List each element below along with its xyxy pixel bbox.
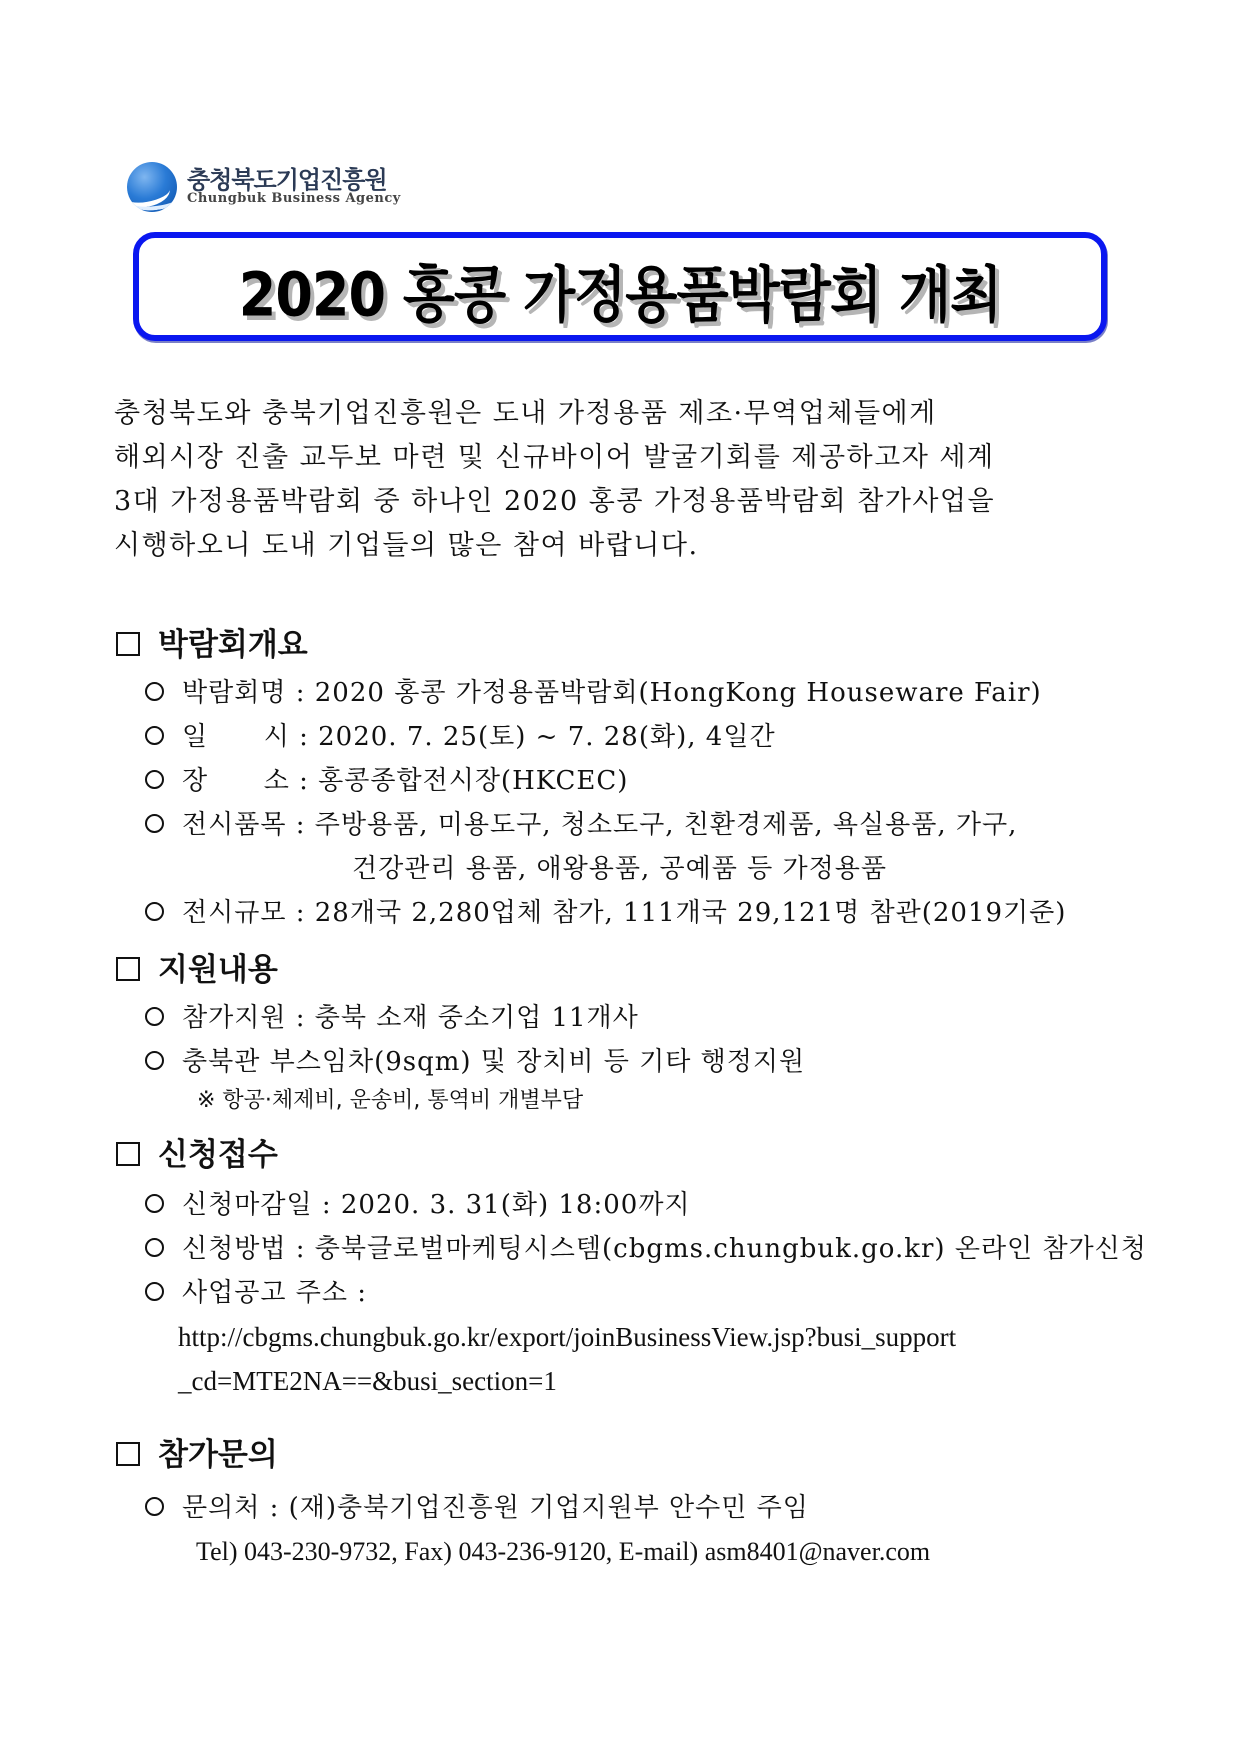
section-heading-inquiry xyxy=(116,1435,278,1475)
item-label: 전시규모 xyxy=(182,898,287,928)
item-text: 신청방법 : 충북글로벌마케팅시스템(cbgms.chungbuk.go.kr) 온라인 참가신청 xyxy=(182,1234,1147,1264)
logo-name-korean: 충청북도기업진흥원 xyxy=(187,166,387,194)
circle-bullet-icon xyxy=(145,902,164,921)
separator: : xyxy=(286,678,315,708)
circle-bullet-icon xyxy=(145,814,164,833)
announcement-url-line-1[interactable]: http://cbgms.chungbuk.go.kr/export/joinBusinessView.jsp?busi_support xyxy=(178,1322,957,1352)
separator: : xyxy=(289,766,319,796)
application-item-address xyxy=(145,1273,367,1313)
item-value: 28개국 2,280업체 참가, 111개국 29,121명 참관(2019기준) xyxy=(314,898,1067,928)
separator: : xyxy=(289,722,319,752)
inquiry-item-contact xyxy=(145,1488,809,1528)
square-bullet-icon xyxy=(116,1142,140,1166)
support-item-2 xyxy=(145,1042,805,1082)
item-text: 참가지원 : 충북 소재 중소기업 11개사 xyxy=(182,1003,639,1033)
circle-bullet-icon xyxy=(145,1497,164,1516)
item-text: 충북관 부스임차(9sqm) 및 장치비 등 기타 행정지원 xyxy=(182,1047,806,1077)
circle-bullet-icon xyxy=(145,726,164,745)
title-box xyxy=(133,232,1107,341)
item-value: 2020 홍콩 가정용품박람회(HongKong Houseware Fair) xyxy=(314,678,1042,708)
square-bullet-icon xyxy=(116,632,140,656)
item-value: 홍콩종합전시장(HKCEC) xyxy=(318,766,629,796)
overview-item-products xyxy=(145,805,1017,845)
separator: : xyxy=(286,810,315,840)
circle-bullet-icon xyxy=(145,682,164,701)
heading-text: 신청접수 xyxy=(158,1137,278,1173)
item-text: 신청마감일 : 2020. 3. 31(화) 18:00까지 xyxy=(182,1190,691,1220)
overview-item-venue xyxy=(145,761,628,801)
overview-products-continuation: 건강관리 용품, 애왕용품, 공예품 등 가정용품 xyxy=(352,854,887,884)
contact-details: Tel) 043-230-9732, Fax) 043-236-9120, E-mail) asm8401@naver.com xyxy=(196,1537,931,1566)
logo-name-english: Chungbuk Business Agency xyxy=(187,191,401,206)
circle-bullet-icon xyxy=(145,1282,164,1301)
globe-icon xyxy=(127,162,177,212)
section-heading-overview xyxy=(116,625,308,665)
intro-line-3: 3대 가정용품박람회 중 하나인 2020 홍콩 가정용품박람회 참가사업을 xyxy=(114,486,996,517)
circle-bullet-icon xyxy=(145,770,164,789)
separator: : xyxy=(286,898,315,928)
intro-line-2: 해외시장 진출 교두보 마련 및 신규바이어 발굴기회를 제공하고자 세계 xyxy=(114,442,995,473)
overview-item-name xyxy=(145,673,1042,713)
overview-item-date xyxy=(145,717,776,757)
intro-line-4: 시행하오니 도내 기업들의 많은 참여 바랍니다. xyxy=(114,530,699,561)
circle-bullet-icon xyxy=(145,1007,164,1026)
item-value: 주방용품, 미용도구, 청소도구, 친환경제품, 욕실용품, 가구, xyxy=(314,810,1018,840)
item-text: 문의처 : (재)충북기업진흥원 기업지원부 안수민 주임 xyxy=(182,1493,809,1523)
overview-item-scale xyxy=(145,893,1066,933)
item-value: 2020. 7. 25(토) ~ 7. 28(화), 4일간 xyxy=(318,722,776,752)
application-item-deadline xyxy=(145,1185,691,1225)
section-heading-support xyxy=(116,950,278,990)
item-label: 박람회명 xyxy=(182,678,287,708)
section-heading-application xyxy=(116,1135,278,1175)
page-title: 2020 홍콩 가정용품박람회 개최 xyxy=(238,259,1002,331)
circle-bullet-icon xyxy=(145,1194,164,1213)
item-label: 일 시 xyxy=(182,722,290,752)
application-item-method xyxy=(145,1229,1147,1269)
heading-text: 박람회개요 xyxy=(158,627,308,663)
intro-line-1: 충청북도와 충북기업진흥원은 도내 가정용품 제조·무역업체들에게 xyxy=(114,398,937,429)
heading-text: 참가문의 xyxy=(158,1437,278,1473)
circle-bullet-icon xyxy=(145,1238,164,1257)
item-label: 장 소 xyxy=(182,766,290,796)
heading-text: 지원내용 xyxy=(158,952,278,988)
announcement-url-line-2[interactable]: _cd=MTE2NA==&busi_section=1 xyxy=(178,1366,557,1396)
item-label: 전시품목 xyxy=(182,810,287,840)
support-note: ※ 항공·체제비, 운송비, 통역비 개별부담 xyxy=(197,1088,584,1113)
agency-logo xyxy=(127,160,417,214)
square-bullet-icon xyxy=(116,1442,140,1466)
item-text: 사업공고 주소 : xyxy=(182,1278,367,1308)
circle-bullet-icon xyxy=(145,1051,164,1070)
square-bullet-icon xyxy=(116,957,140,981)
support-item-1 xyxy=(145,998,639,1038)
